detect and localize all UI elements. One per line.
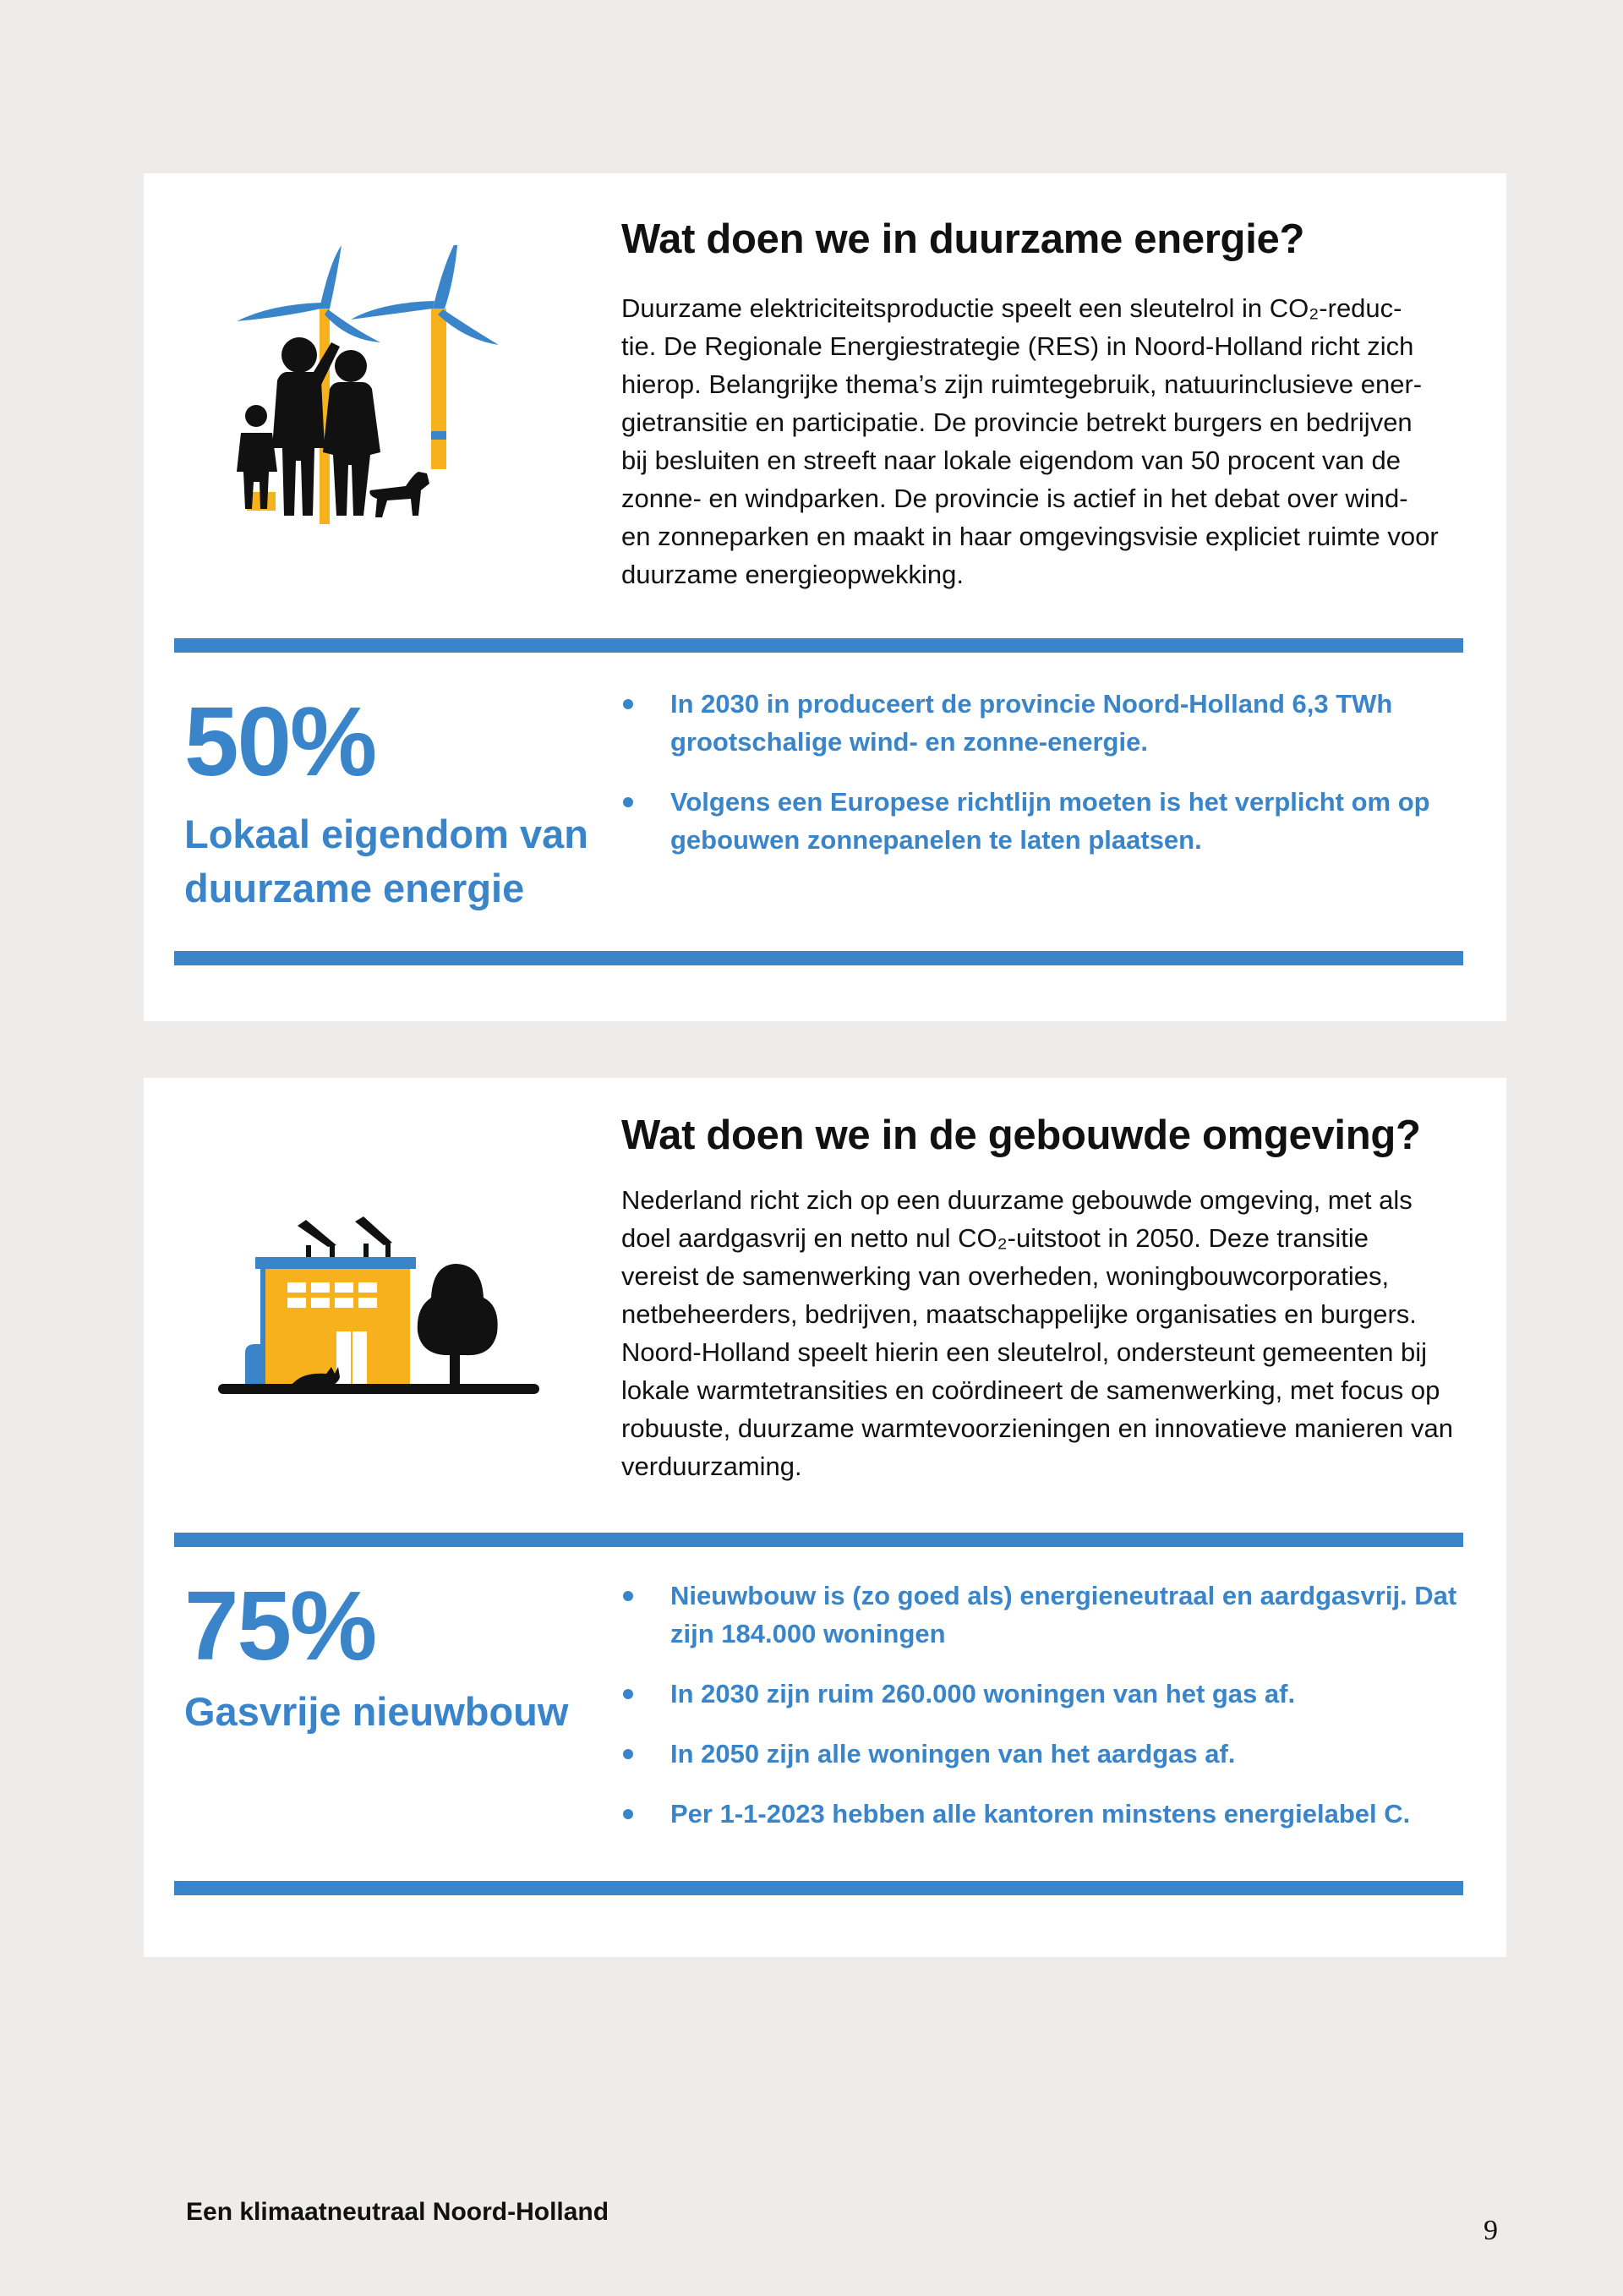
bullet-item: In 2030 zijn ruim 260.000 woningen van het gas af. [621,1675,1464,1713]
bullet-item: In 2030 in produceert de provincie Noord-Holland 6,3 TWh grootschalige wind- en zonne-energie. [621,685,1464,761]
energy-section [144,173,1506,1021]
bullet-item: Per 1-1-2023 hebben alle kantoren minstens energielabel C. [621,1795,1464,1833]
body-line: hierop. Belangrijke thema’s zijn ruimtegebruik, natuurinclusieve ener- [621,369,1423,399]
stat-label: Lokaal eigendom van duurzame energie [184,812,588,910]
body-line: bij besluiten en streeft naar lokale eigendom van 50 procent van de [621,446,1401,475]
body-line: lokale warmtetransities en coördineert de samenwerking, met focus op [621,1375,1440,1405]
divider [174,1533,1463,1547]
body-line: robuuste, duurzame warmtevoorzieningen en innovatieve manieren van [621,1413,1453,1443]
section-body [621,289,1464,593]
body-line: vereist de samenwerking van overheden, woningbouwcorporaties, [621,1261,1390,1291]
footer-title: Een klimaatneutraal Noord-Holland [186,2198,609,2226]
bullet-dot-icon [623,699,633,709]
wind-turbines-family-illustration [237,245,524,533]
divider [174,1881,1463,1895]
bullet-item: Volgens een Europese richtlijn moeten is het verplicht om op gebouwen zonnepanelen te laten plaatsen. [621,783,1464,859]
page-number: 9 [1484,2215,1498,2246]
bullet-list [621,1577,1464,1855]
building-tree-illustration [211,1205,549,1399]
body-line: Nederland richt zich op een duurzame gebouwde omgeving, met als [621,1185,1413,1215]
bullet-dot-icon [623,1591,633,1601]
section-title: Wat doen we in de gebouwde omgeving? [621,1112,1421,1158]
body-line: duurzame energieopwekking. [621,560,964,589]
body-line: Noord-Holland speelt hierin een sleutelrol, ondersteunt gemeenten bij [621,1337,1427,1367]
stat-value: 50% [184,686,376,796]
body-line: tie. De Regionale Energiestrategie (RES) in Noord-Holland richt zich [621,331,1414,361]
section-body [621,1181,1464,1485]
bullet-list [621,685,1464,881]
bullet-item: Nieuwbouw is (zo goed als) energieneutraal en aardgasvrij. Dat zijn 184.000 woningen [621,1577,1464,1653]
body-line: doel aardgasvrij en netto nul CO₂-uitstoot in 2050. Deze transitie [621,1223,1369,1253]
divider [174,638,1463,653]
stat-label: Gasvrije nieuwbouw [184,1689,569,1734]
bullet-dot-icon [623,1689,633,1699]
body-line: gietransitie en participatie. De provincie betrekt burgers en bedrijven [621,407,1413,437]
bullet-dot-icon [623,1749,633,1759]
body-line: zonne- en windparken. De provincie is actief in het debat over wind- [621,484,1408,513]
body-line: verduurzaming. [621,1451,802,1481]
section-title: Wat doen we in duurzame energie? [621,216,1305,262]
bullet-dot-icon [623,1809,633,1819]
body-line: en zonneparken en maakt in haar omgevingsvisie expliciet ruimte voor [621,522,1439,551]
body-line: netbeheerders, bedrijven, maatschappelijke organisaties en burgers. [621,1299,1417,1329]
built-environment-section [144,1078,1506,1957]
bullet-item: In 2050 zijn alle woningen van het aardgas af. [621,1735,1464,1773]
divider [174,951,1463,965]
body-line: Duurzame elektriciteitsproductie speelt een sleutelrol in CO₂-reduc- [621,293,1402,323]
bullet-dot-icon [623,797,633,807]
stat-value: 75% [184,1571,376,1681]
